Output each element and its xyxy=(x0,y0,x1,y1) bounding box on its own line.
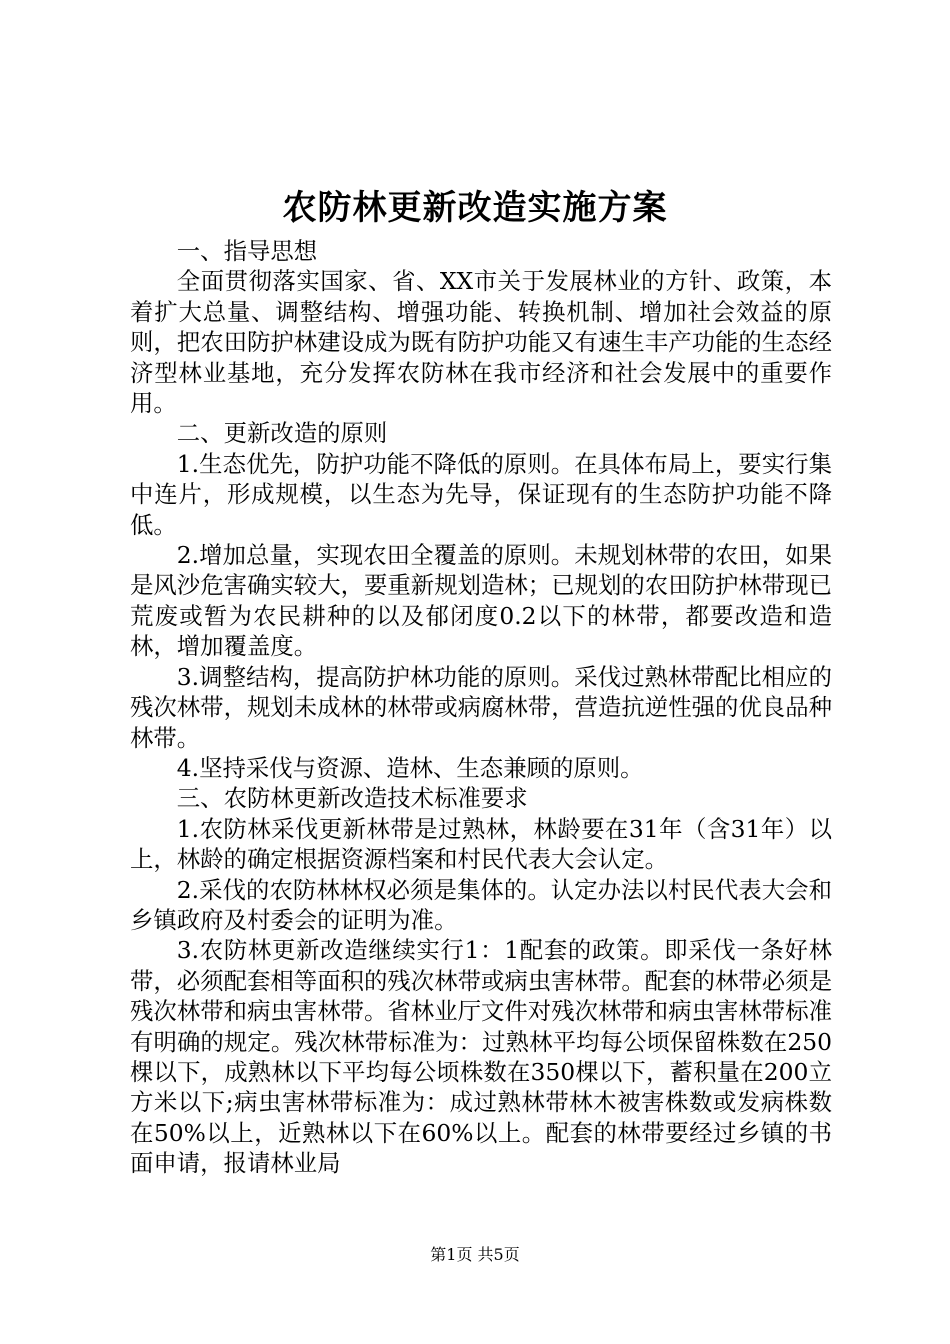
paragraph: 4.坚持采伐与资源、造林、生态兼顾的原则。 xyxy=(176,753,644,782)
paragraph: 1.生态优先，防护功能不降低的原则。在具体布局上，要实行集中连片，形成规模，以生态为先导，保证现有的生态防护功能不降低。 xyxy=(130,449,832,539)
paragraph: 2.增加总量，实现农田全覆盖的原则。未规划林带的农田，如果是风沙危害确实较大，要重新规划造林；已规划的农田防护林带现已荒废或暂为农民耕种的以及郁闭度0.2以下的林带，都要改造和造林，增加覆盖度。 xyxy=(130,541,832,661)
page-footer: 第1页 共5页 xyxy=(430,1245,520,1264)
paragraph: 全面贯彻落实国家、省、XX市关于发展林业的方针、政策，本着扩大总量、调整结构、增强功能、转换机制、增加社会效益的原则，把农田防护林建设成为既有防护功能又有速生丰产功能的生态经济型林业基地，充分发挥农防林在我市经济和社会发展中的重要作用。 xyxy=(130,267,832,418)
paragraph: 1.农防林采伐更新林带是过熟林，林龄要在31年（含31年）以上，林龄的确定根据资源档案和村民代表大会认定。 xyxy=(130,814,832,874)
paragraph: 3.农防林更新改造继续实行1：1配套的政策。即采伐一条好林带，必须配套相等面积的残次林带或病虫害林带。配套的林带必须是残次林带和病虫害林带。省林业厅文件对残次林带和病虫害林带标准有明确的规定。残次林带标准为：过熟林平均每公顷保留株数在250棵以下，成熟林以下平均每公顷株数在350棵以下，蓄积量在200立方米以下;病虫害林带标准为：成过熟林带林木被害株数或发病株数在50%以上，近熟林以下在60%以上。配套的林带要经过乡镇的书面申请，报请林业局 xyxy=(130,936,832,1178)
paragraph: 2.采伐的农防林林权必须是集体的。认定办法以村民代表大会和乡镇政府及村委会的证明为准。 xyxy=(130,875,832,934)
section-heading-guiding-ideology: 一、指导思想 xyxy=(176,237,318,265)
document-title: 农防林更新改造实施方案 xyxy=(282,188,668,228)
paragraph: 3.调整结构，提高防护林功能的原则。采伐过熟林带配比相应的残次林带，规划未成林的林带或病腐林带，营造抗逆性强的优良品种林带。 xyxy=(130,662,832,752)
section-heading-technical-standards: 三、农防林更新改造技术标准要求 xyxy=(176,784,528,813)
document-body xyxy=(130,236,832,1179)
section-heading-principles: 二、更新改造的原则 xyxy=(176,419,388,448)
